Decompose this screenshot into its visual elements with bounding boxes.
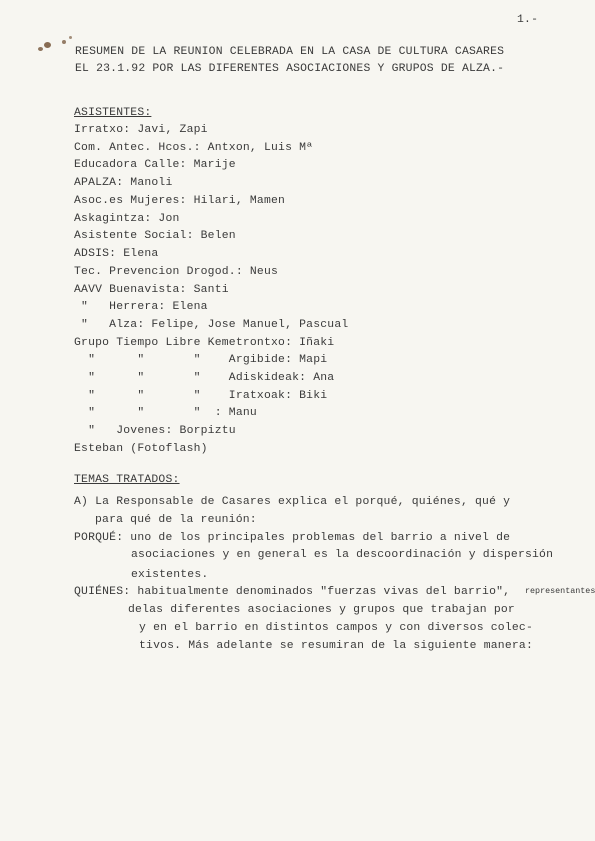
attendee-line: Grupo Tiempo Libre Kemetrontxo: Iñaki (74, 337, 335, 349)
attendee-line: Com. Antec. Hcos.: Antxon, Luis Mª (74, 142, 314, 154)
page-number: 1.- (517, 14, 539, 26)
paragraph-a-line-2: para qué de la reunión: (95, 514, 257, 526)
paragraph-a-line-1: A) La Responsable de Casares explica el porqué, quiénes, qué y (74, 496, 511, 508)
attendee-line: ADSIS: Elena (74, 248, 159, 260)
ink-stain (62, 40, 66, 44)
ink-stain (38, 47, 43, 51)
attendee-line: " " " Adiskideak: Ana (74, 372, 335, 384)
attendee-line: AAVV Buenavista: Santi (74, 284, 229, 296)
quienes-line-4: tivos. Más adelante se resumiran de la siguiente manera: (139, 640, 533, 652)
attendee-line: Asoc.es Mujeres: Hilari, Mamen (74, 195, 286, 207)
attendee-line: Educadora Calle: Marije (74, 159, 236, 171)
porque-line-2: asociaciones y en general es la descoordinación y dispersión (131, 549, 554, 561)
attendee-line: Irratxo: Javi, Zapi (74, 124, 208, 136)
quienes-line-2: delas diferentes asociaciones y grupos que trabajan por (128, 604, 515, 616)
asistentes-heading: ASISTENTES: (74, 107, 152, 119)
ink-stain (44, 42, 51, 48)
attendee-line: Esteban (Fotoflash) (74, 443, 208, 455)
quienes-line-3: y en el barrio en distintos campos y con diversos colec- (139, 622, 533, 634)
temas-heading: TEMAS TRATADOS: (74, 474, 180, 486)
ink-stain (69, 36, 72, 39)
attendee-line: " " " : Manu (74, 407, 257, 419)
title-line-2: EL 23.1.92 POR LAS DIFERENTES ASOCIACIONES Y GRUPOS DE ALZA.- (75, 63, 505, 75)
quienes-handwritten-insert: representantes (525, 586, 595, 596)
attendee-line: " Jovenes: Borpiztu (74, 425, 236, 437)
attendee-line: APALZA: Manoli (74, 177, 173, 189)
porque-line-1: PORQUÉ: uno de los principales problemas del barrio a nivel de (74, 532, 511, 544)
attendee-line: " Herrera: Elena (74, 301, 208, 313)
attendee-line: " " " Iratxoak: Biki (74, 390, 328, 402)
title-line-1: RESUMEN DE LA REUNION CELEBRADA EN LA CASA DE CULTURA CASARES (75, 46, 505, 58)
attendee-line: Tec. Prevencion Drogod.: Neus (74, 266, 279, 278)
quienes-line-1: QUIÉNES: habitualmente denominados "fuerzas vivas del barrio", (74, 586, 511, 598)
attendee-line: " Alza: Felipe, Jose Manuel, Pascual (74, 319, 349, 331)
porque-line-3: existentes. (131, 569, 209, 581)
attendee-line: Askagintza: Jon (74, 213, 180, 225)
attendee-line: " " " Argibide: Mapi (74, 354, 328, 366)
attendee-line: Asistente Social: Belen (74, 230, 236, 242)
